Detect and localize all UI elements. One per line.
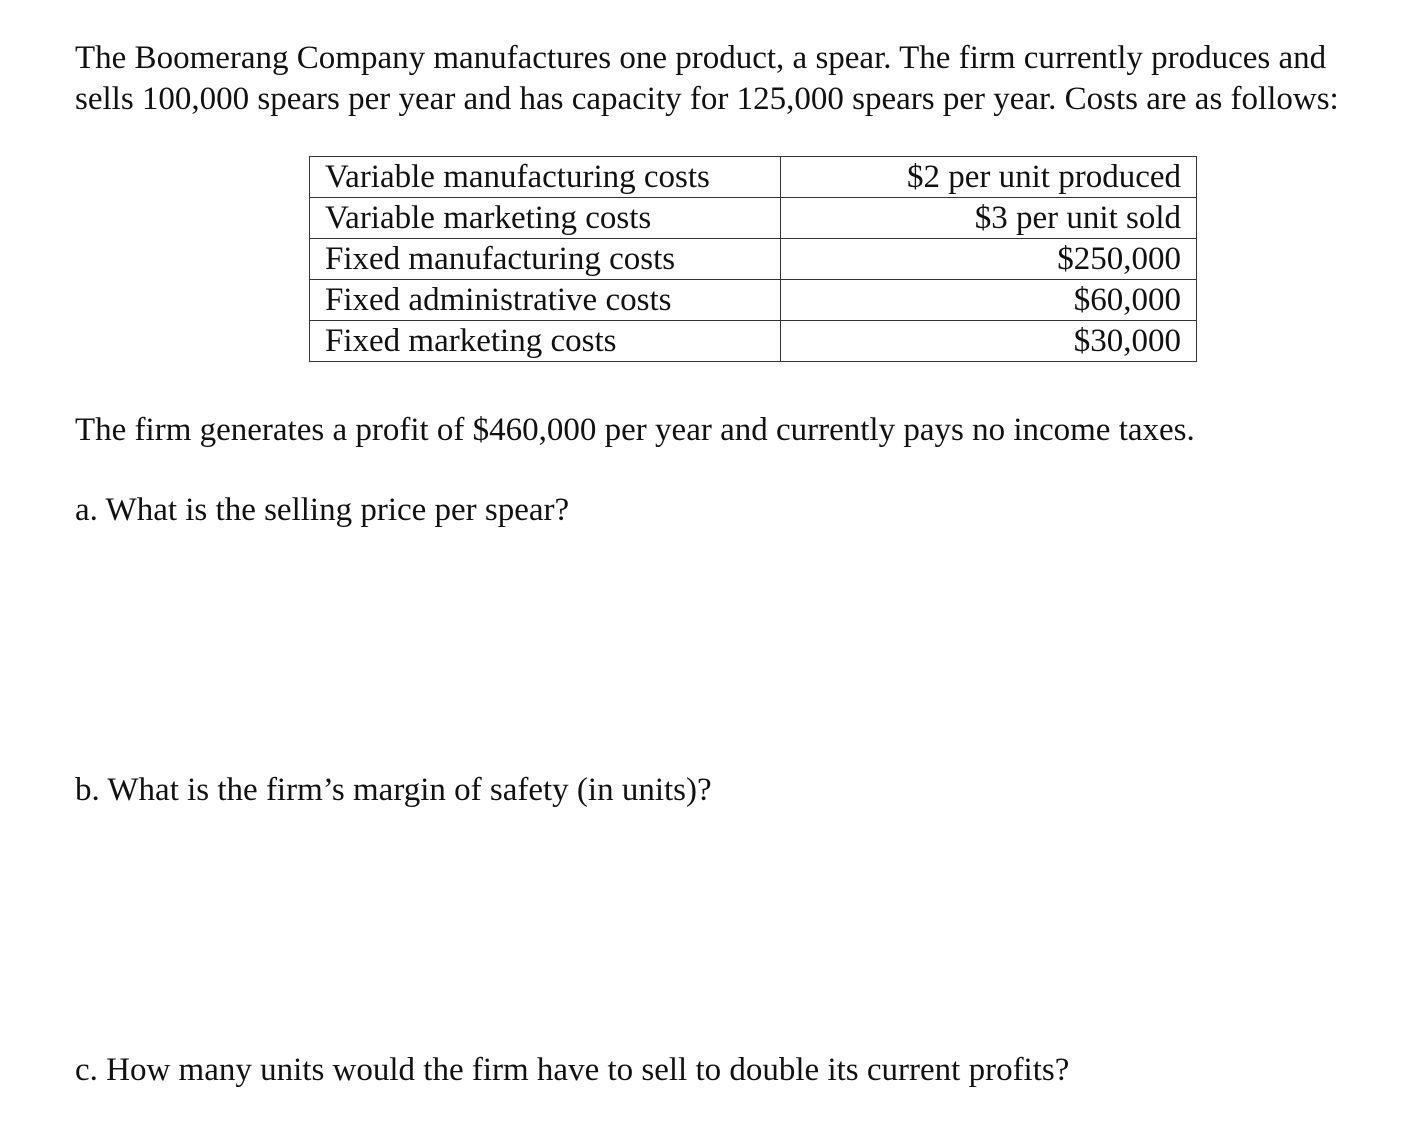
cost-value: $30,000 — [781, 321, 1197, 362]
cost-label: Fixed administrative costs — [310, 280, 781, 321]
intro-paragraph — [75, 38, 1420, 120]
table-row — [310, 280, 1197, 321]
profit-statement: The firm generates a profit of $460,000 per year and currently pays no income taxes. — [75, 412, 1195, 448]
cost-table — [309, 156, 1197, 362]
intro-line-2: sells 100,000 spears per year and has capacity for 125,000 spears per year. Costs are as follows: — [75, 81, 1339, 117]
cost-value: $60,000 — [781, 280, 1197, 321]
intro-line-1: The Boomerang Company manufactures one product, a spear. The firm currently produces and — [75, 40, 1327, 76]
cost-label: Variable manufacturing costs — [310, 157, 781, 198]
cost-label: Fixed marketing costs — [310, 321, 781, 362]
question-c: c. How many units would the firm have to sell to double its current profits? — [75, 1052, 1070, 1088]
question-a: a. What is the selling price per spear? — [75, 492, 570, 528]
cost-value: $250,000 — [781, 239, 1197, 280]
cost-value: $3 per unit sold — [781, 198, 1197, 239]
table-row — [310, 198, 1197, 239]
cost-value: $2 per unit produced — [781, 157, 1197, 198]
question-b: b. What is the firm’s margin of safety (in units)? — [75, 772, 712, 808]
table-row — [310, 157, 1197, 198]
cost-label: Fixed manufacturing costs — [310, 239, 781, 280]
cost-label: Variable marketing costs — [310, 198, 781, 239]
table-row — [310, 239, 1197, 280]
table-row — [310, 321, 1197, 362]
